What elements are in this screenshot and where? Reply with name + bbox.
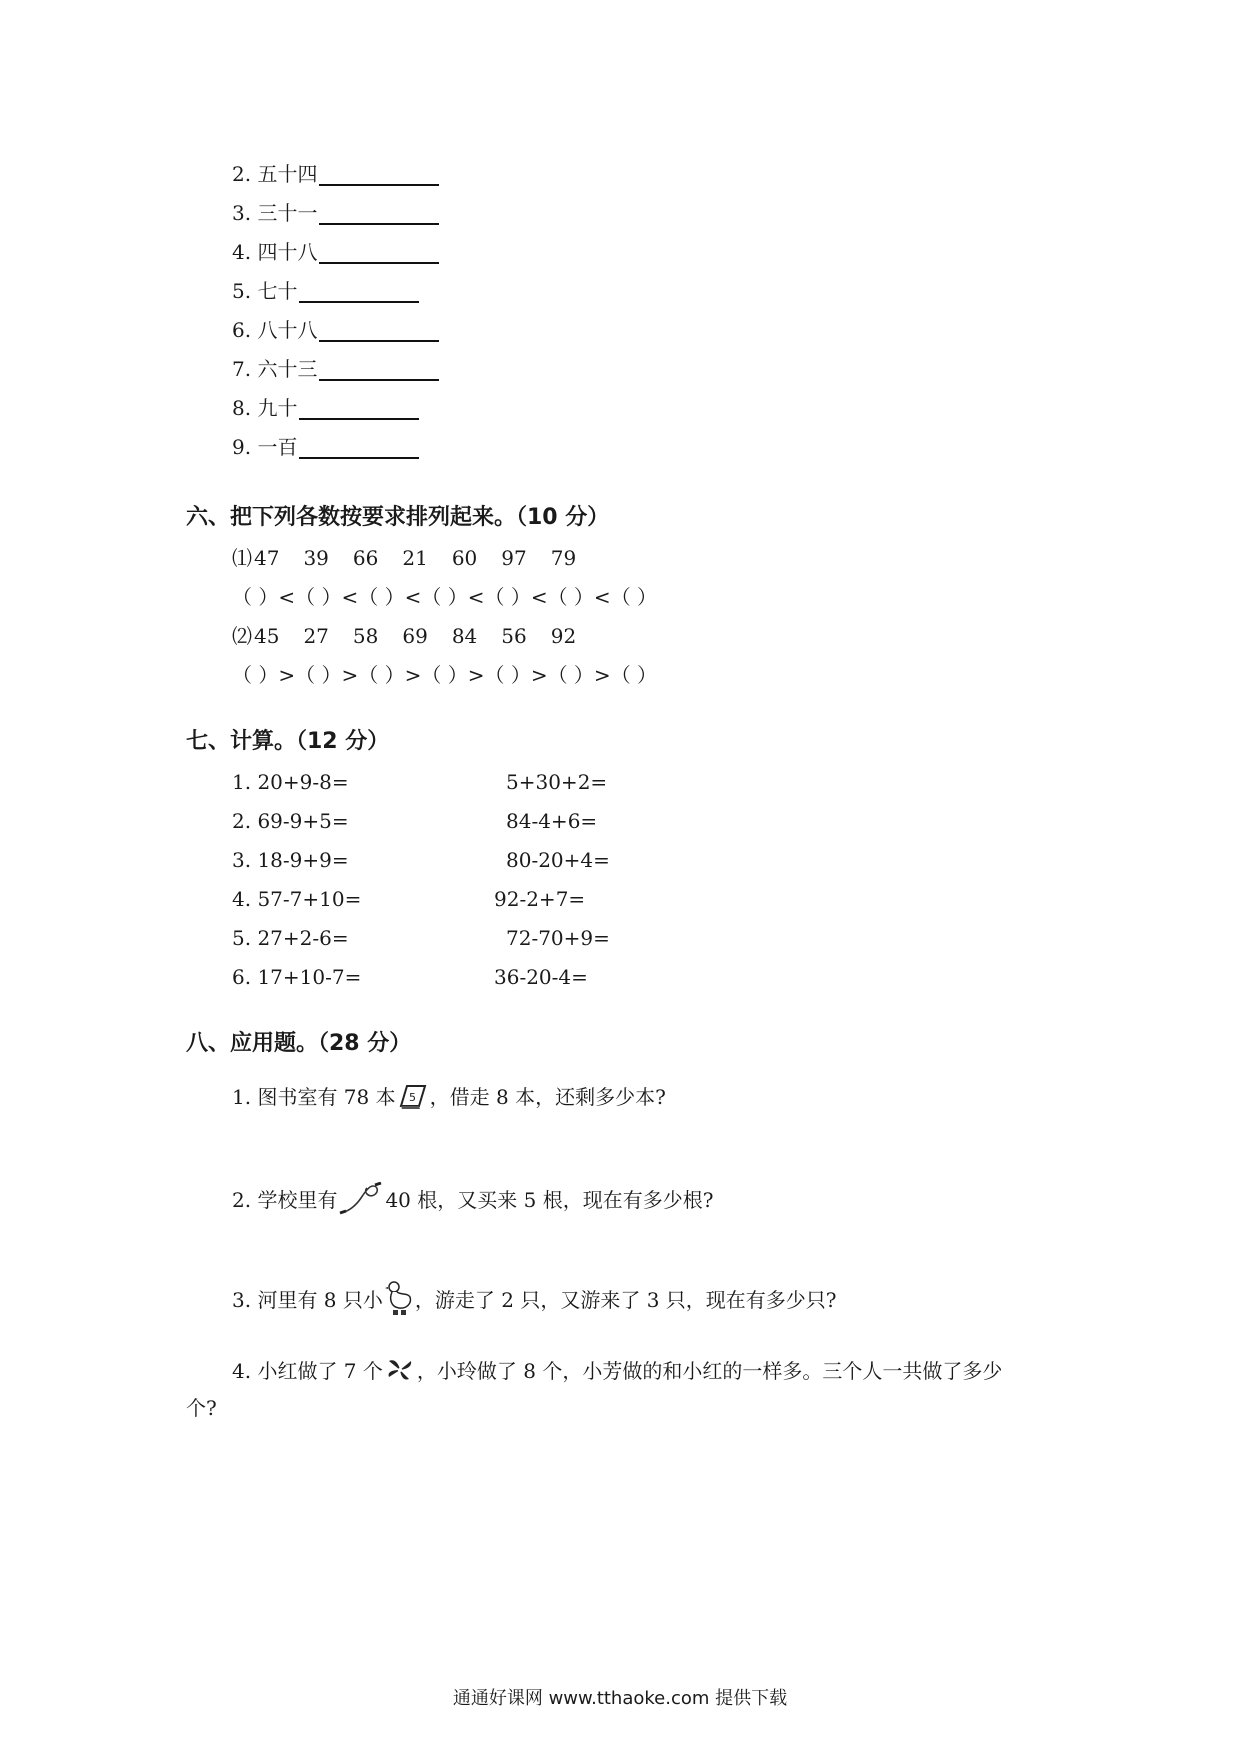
item-number: 6.: [232, 965, 252, 989]
number: 69: [402, 624, 428, 648]
problem-text: ，借走 8 本，还剩多少本?: [429, 1085, 666, 1109]
calc-right[interactable]: 5+30+2=: [506, 770, 608, 794]
ordering-question-1: [232, 546, 600, 570]
calc-row: [232, 926, 349, 950]
item-number: 8.: [232, 396, 252, 420]
number: 21: [402, 546, 428, 570]
answer-blank[interactable]: [319, 318, 439, 342]
item-number: 2.: [232, 1188, 252, 1212]
problem-text: 河里有 8 只小: [257, 1288, 383, 1312]
item-number: 3.: [232, 848, 252, 872]
number: 79: [550, 546, 577, 570]
number: 58: [352, 624, 379, 648]
calc-left[interactable]: 18-9+9=: [257, 848, 349, 872]
answer-blank[interactable]: [319, 240, 439, 264]
calc-row: [232, 887, 361, 911]
number: 66: [352, 546, 379, 570]
word-problem-2: [232, 1182, 713, 1221]
calc-left[interactable]: 27+2-6=: [257, 926, 349, 950]
problem-text: 小红做了 7 个: [257, 1359, 383, 1383]
item-text: 九十: [257, 396, 298, 420]
answer-blank[interactable]: [299, 435, 419, 459]
fill-item: [232, 279, 419, 303]
item-text: 五十四: [257, 162, 318, 186]
item-text: 一百: [257, 435, 298, 459]
number: 60: [451, 546, 478, 570]
calc-left[interactable]: 69-9+5=: [257, 809, 349, 833]
problem-text: 图书室有 78 本: [257, 1085, 396, 1109]
calc-row: [232, 770, 349, 794]
duck-icon: [385, 1279, 413, 1324]
item-number: 5.: [232, 279, 252, 303]
item-number: 3.: [232, 201, 252, 225]
calc-right[interactable]: 84-4+6=: [506, 809, 598, 833]
word-problem-4: [232, 1357, 1002, 1388]
number: 97: [501, 546, 527, 570]
pinwheel-icon: [385, 1357, 415, 1388]
problem-text: ，小玲做了 8 个，小芳做的和小红的一样多。三个人一共做了多少: [416, 1359, 1003, 1383]
item-number: 3.: [232, 1288, 252, 1312]
section-seven-title: 七、计算。（12 分）: [186, 729, 390, 754]
word-problem-3: [232, 1279, 837, 1324]
calc-left[interactable]: 17+10-7=: [257, 965, 362, 989]
fill-item: [232, 201, 439, 225]
calc-right[interactable]: 36-20-4=: [494, 965, 588, 989]
section-eight-title: 八、应用题。（28 分）: [186, 1031, 412, 1056]
item-text: 八十八: [257, 318, 318, 342]
svg-text:5: 5: [408, 1091, 416, 1104]
item-number: 5.: [232, 926, 252, 950]
fill-item: [232, 435, 419, 459]
fill-item: [232, 396, 419, 420]
item-number: 1.: [232, 1085, 252, 1109]
word-problem-4-continued: 个?: [186, 1396, 217, 1420]
item-number: 9.: [232, 435, 252, 459]
item-number: 4.: [232, 240, 252, 264]
item-text: 七十: [257, 279, 298, 303]
question-label: ⑴: [232, 546, 252, 570]
number: 56: [501, 624, 527, 648]
answer-blank[interactable]: [299, 279, 419, 303]
calc-right[interactable]: 80-20+4=: [506, 848, 610, 872]
number: 47: [254, 546, 280, 570]
number: 39: [303, 546, 329, 570]
number: 92: [550, 624, 577, 648]
item-text: 四十八: [257, 240, 318, 264]
item-number: 7.: [232, 357, 252, 381]
jump-rope-icon: [339, 1182, 383, 1221]
book-icon: [398, 1082, 428, 1115]
problem-text: 学校里有: [257, 1188, 338, 1212]
calc-row: [232, 848, 349, 872]
item-text: 三十一: [257, 201, 318, 225]
word-problem-1: [232, 1082, 666, 1115]
question-label: ⑵: [232, 624, 252, 648]
calc-right[interactable]: 72-70+9=: [506, 926, 610, 950]
fill-item: [232, 240, 439, 264]
item-number: 4.: [232, 887, 252, 911]
ordering-answer-2[interactable]: （ ）>（ ）>（ ）>（ ）>（ ）>（ ）>（ ）: [232, 663, 658, 687]
calc-left[interactable]: 20+9-8=: [257, 770, 349, 794]
answer-blank[interactable]: [299, 396, 419, 420]
item-text: 六十三: [257, 357, 318, 381]
calc-row: [232, 965, 361, 989]
number: 45: [254, 624, 280, 648]
page-footer: 通通好课网 www.tthaoke.com 提供下载: [452, 1688, 788, 1709]
answer-blank[interactable]: [319, 201, 439, 225]
number: 27: [303, 624, 329, 648]
number: 84: [451, 624, 478, 648]
item-number: 2.: [232, 809, 252, 833]
calc-left[interactable]: 57-7+10=: [257, 887, 362, 911]
section-six-title: 六、把下列各数按要求排列起来。（10 分）: [186, 505, 610, 530]
ordering-question-2: [232, 624, 600, 648]
fill-item: [232, 357, 439, 381]
item-number: 4.: [232, 1359, 252, 1383]
ordering-answer-1[interactable]: （ ）<（ ）<（ ）<（ ）<（ ）<（ ）<（ ）: [232, 585, 658, 609]
fill-item: [232, 318, 439, 342]
answer-blank[interactable]: [319, 357, 439, 381]
item-number: 2.: [232, 162, 252, 186]
item-number: 1.: [232, 770, 252, 794]
problem-text: ，游走了 2 只，又游来了 3 只，现在有多少只?: [414, 1288, 837, 1312]
calc-row: [232, 809, 349, 833]
fill-item: [232, 162, 439, 186]
item-number: 6.: [232, 318, 252, 342]
answer-blank[interactable]: [319, 162, 439, 186]
problem-text: 40 根，又买来 5 根，现在有多少根?: [385, 1188, 714, 1212]
calc-right[interactable]: 92-2+7=: [494, 887, 586, 911]
